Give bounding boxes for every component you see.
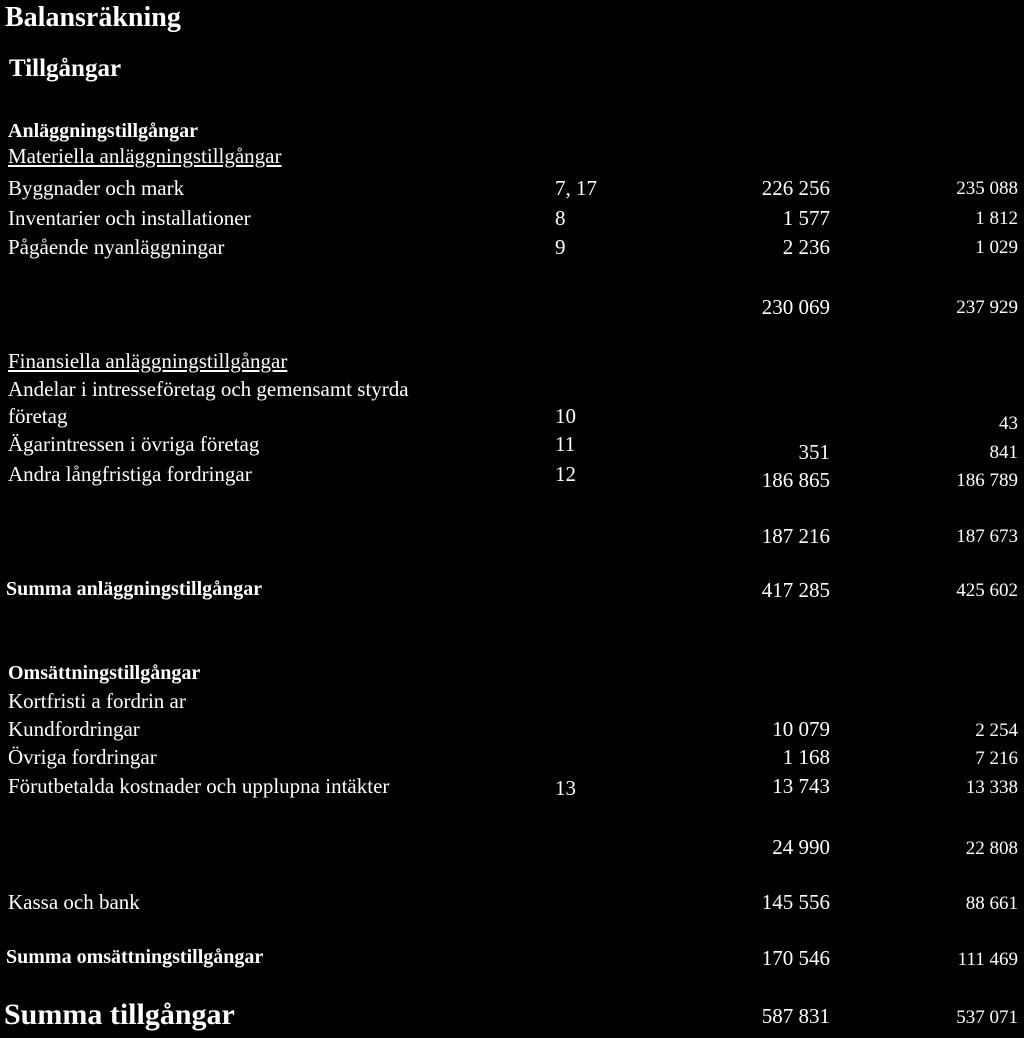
row-note: 10: [555, 404, 576, 428]
row-previous: 7 216: [975, 748, 1018, 769]
grand-total-current: 587 831: [761, 1004, 830, 1028]
finansiella-heading: Finansiella anläggningstillgångar: [8, 349, 288, 373]
row-label: Byggnader och mark: [8, 176, 185, 200]
row-label: Inventarier och installationer: [8, 206, 251, 230]
subtotal-previous: 22 808: [965, 838, 1018, 859]
row-label: Förutbetalda kostnader och upplupna intäkter: [8, 774, 390, 798]
grand-total-label: Summa tillgångar: [4, 998, 235, 1031]
row-current: 226 256: [761, 176, 830, 200]
row-note: 13: [555, 776, 576, 800]
row-previous: 1 812: [975, 208, 1018, 229]
subtotal-current: 230 069: [761, 295, 830, 319]
row-previous: 186 789: [956, 470, 1018, 491]
total-label: Summa anläggningstillgångar: [6, 578, 263, 600]
kortfristiga-heading: Kortfristi a fordrin ar: [8, 689, 186, 713]
row-previous: 43: [999, 413, 1018, 434]
total-current: 417 285: [761, 578, 830, 602]
row-current: 1 168: [782, 745, 830, 769]
row-note: 11: [555, 432, 576, 456]
anl-heading: Anläggningstillgångar: [8, 120, 199, 142]
total-current: 170 546: [761, 946, 830, 970]
row-previous: 13 338: [965, 777, 1018, 798]
page-title: Balansräkning: [5, 2, 181, 33]
row-current: 186 865: [761, 468, 830, 492]
row-label: Kundfordringar: [8, 717, 140, 741]
row-note: 8: [555, 206, 566, 230]
row-note: 7, 17: [555, 176, 597, 200]
row-label: Övriga fordringar: [8, 745, 157, 769]
row-label: Andelar i intresseföretag och gemensamt styrda: [8, 377, 409, 401]
row-previous: 88 661: [965, 893, 1018, 914]
subtotal-current: 187 216: [761, 524, 830, 548]
row-note: 12: [555, 462, 576, 486]
row-label: Ägarintressen i övriga företag: [8, 432, 260, 456]
grand-total-previous: 537 071: [956, 1007, 1018, 1028]
oms-heading: Omsättningstillgångar: [8, 662, 201, 684]
row-previous: 2 254: [975, 720, 1018, 741]
row-current: 2 236: [782, 235, 830, 259]
row-current: 1 577: [782, 206, 830, 230]
row-previous: 235 088: [956, 178, 1018, 199]
row-current: 145 556: [761, 890, 830, 914]
row-previous: 841: [989, 442, 1018, 463]
subtotal-previous: 237 929: [956, 297, 1018, 318]
row-current: 10 079: [772, 717, 830, 741]
row-previous: 1 029: [975, 237, 1018, 258]
row-label: Andra långfristiga fordringar: [8, 462, 252, 486]
total-previous: 425 602: [956, 580, 1018, 601]
materiella-heading: Materiella anläggningstillgångar: [8, 144, 282, 168]
row-current: 13 743: [772, 774, 830, 798]
total-label: Summa omsättningstillgångar: [6, 946, 264, 968]
row-label-cont: företag: [8, 404, 68, 428]
row-label: Kassa och bank: [8, 890, 140, 914]
subtotal-current: 24 990: [772, 835, 830, 859]
row-note: 9: [555, 235, 566, 259]
section-title: Tillgångar: [9, 55, 122, 82]
row-label: Pågående nyanläggningar: [8, 235, 225, 259]
total-previous: 111 469: [957, 949, 1018, 970]
row-current: 351: [798, 440, 830, 464]
subtotal-previous: 187 673: [956, 526, 1018, 547]
